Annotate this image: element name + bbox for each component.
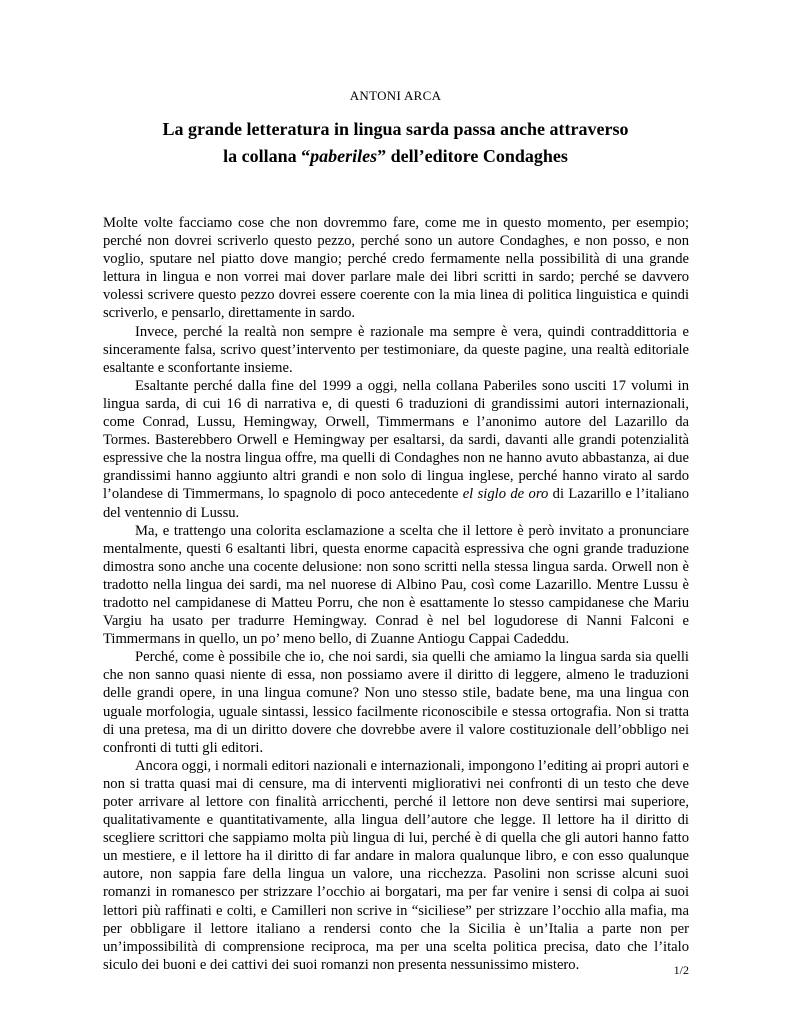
paragraph-3-text-before: Esaltante perché dalla fine del 1999 a oggi, nella collana Paberiles sono usciti 17 volumi in lingua sarda, di cui 16 di narrativa e, di questi 6 traduzioni di grandissimi autori internazionali, come Conrad, Lussu, Hemingway, Orwell, Timmermans e l’anonimo autore del Lazarillo da Tormes. Basterebbero Orwell e Hemingway per esaltarsi, da sardi, davanti alle grandi potenzialità espressive che la nostra lingua offre, ma quelli di Condaghes non ne hanno avuto abbastanza, ai due grandissimi hanno aggiunto altri grandi e non solo di lingua inglese, perché hanno virato al sardo l’olandese di Timmermans, lo spagnolo di poco antecedente (103, 377, 689, 503)
paragraph-4: Ma, e trattengo una colorita esclamazione a scelta che il lettore è però invitato a pronunciare mentalmente, questi 6 esaltanti libri, questa enorme capacità espressiva che ogni grande traduzione dimostra sono anche una cocente delusione: non sono scritti nella stessa lingua sarda. Orwell non è tradotto nella lingua dei sardi, ma nel nuorese di Albino Pau, così come Lazarillo. Mentre Lussu è tradotto nel campidanese di Matteu Porru, che non è esattamente lo stesso campidanese che Mariu Vargiu ha usato per tradurre Hemingway. Conrad è nel bel logudorese di Nanni Falconi e Timmermans in quello, un po’ meno bello, di Zuanne Antiogu Cappai Cadeddu. (103, 522, 689, 648)
title-line-1: La grande letteratura in lingua sarda passa anche attraverso (162, 119, 629, 139)
paragraph-2: Invece, perché la realtà non sempre è razionale ma sempre è vera, quindi contraddittoria e sinceramente falsa, scrivo quest’intervento per testimoniare, da queste pagine, una realtà editoriale esaltante e sconfortante insieme. (103, 323, 689, 376)
title-line-2-suffix: ” dell’editore Condaghes (377, 146, 568, 166)
series-name: paberiles (310, 146, 378, 166)
paragraph-3-text-after: di Lazarillo e l’italiano del ventennio di Lussu. (103, 486, 689, 521)
title-line-2 (0, 143, 791, 170)
author-name: ANTONI ARCA (349, 88, 442, 103)
paragraph-3-italic-phrase: el siglo de oro (462, 486, 549, 503)
paragraph-6: Ancora oggi, i normali editori nazionali e internazionali, impongono l’editing ai propri autori e non si tratta quasi mai di censure, ma di interventi migliorativi nei confronti di un testo che deve poter arrivare al lettore con finalità arricchenti, perché il lettore non deve sentirsi mai superiore, qualitativamente e quantitativamente, alla lingua dell’autore che legge. Il lettore ha il diritto di scegliere scrittori che sappiamo molta più lingua di lui, perché è di quella che gli autori hanno fatto un mestiere, e il lettore ha il diritto di far andare in malora qualunque libro, e con esso qualunque autore, non sappia fare della lingua un valore, una ricchezza. Pasolini non scrisse alcuni suoi romanzi in romanesco per strizzare l’occhio ai borgatari, ma per far venire i sensi di colpa ai suoi lettori più raffinati e colti, e Camilleri non scrive in “siciliese” per strizzare l’occhio alla mafia, ma per obbligare il lettore italiano a rendersi conto che la Sicilia è un’Italia a parte non per un’impossibilità di comprensione reciproca, ma per una scelta politica precisa, dato che l’italo siculo dei buoni e dei cattivi dei suoi romanzi non presenta nessunissimo mistero. (103, 757, 689, 973)
page-number: 1/2 (673, 963, 689, 977)
title-line-2-prefix: la collana “ (223, 146, 311, 166)
paragraph-5: Perché, come è possibile che io, che noi sardi, sia quelli che amiamo la lingua sarda sia quelli che non sanno quasi niente di essa, non possiamo avere il diritto di leggere, almeno le traduzioni delle grandi opere, in una lingua comune? Non uno stesso stile, badate bene, ma una lingua con uguale morfologia, uguale sintassi, lessico facilmente riconoscibile e stessa ortografia. Non si tratta di una pretesa, ma di un diritto dovere che dovrebbe avere il valore costituzionale dell’obbligo nei confronti di tutti gli editori. (103, 649, 689, 756)
article-body (103, 214, 689, 974)
paragraph-1: Molte volte facciamo cose che non dovremmo fare, come me in questo momento, per esempio; perché non dovrei scriverlo questo pezzo, perché sono un autore Condaghes, e non posso, e non voglio, sputare nel piatto dove mangio; perché credo fermamente nella possibilità di una grande lettura in lingua e non vorrei mai dover parlare male dei libri scritti in sardo; perché se davvero volessi scrivere questo pezzo dovrei essere coerente con la mia linea di politica linguistica e quindi scriverlo, e pensarlo, direttamente in sardo. (103, 215, 689, 322)
article-title (0, 116, 791, 170)
paragraph-3 (103, 377, 689, 522)
